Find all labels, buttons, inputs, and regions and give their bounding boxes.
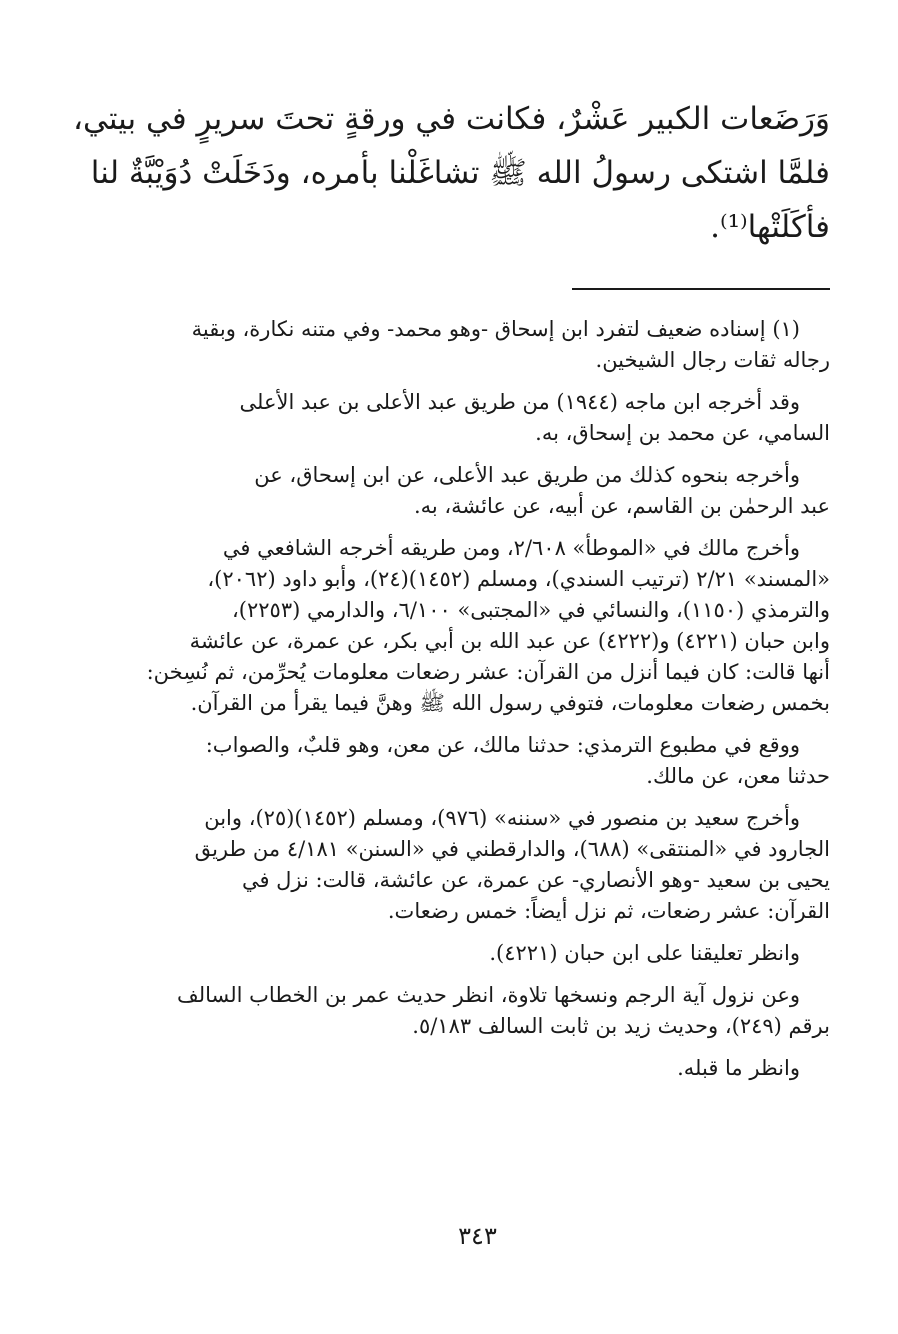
footnote-paragraph xyxy=(125,533,830,719)
book-page xyxy=(72,92,830,1292)
footnote-line: برقم (٢٤٩)، وحديث زيد بن ثابت السالف ٥/١٨٣. xyxy=(412,1014,830,1038)
main-text-line: وَرَضَعات الكبير عَشْرٌ، فكانت في ورقةٍ تحتَ سريرٍ في بيتي، xyxy=(72,101,830,137)
footnote-line: حدثنا معن، عن مالك. xyxy=(646,764,830,788)
footnote-line: والترمذي (١١٥٠)، والنسائي في «المجتبى» ٦/١٠٠، والدارمي (٢٢٥٣)، xyxy=(232,598,830,622)
footnote-paragraph xyxy=(125,1053,830,1084)
footnote-line: وأخرج سعيد بن منصور في «سننه» (٩٧٦)، ومسلم (١٤٥٢)(٢٥)، وابن xyxy=(204,806,800,830)
main-text-line: فلمَّا اشتكى رسولُ الله ﷺ تشاغَلْنا بأمره، ودَخَلَتْ دُوَيْبَّةٌ لنا xyxy=(90,155,830,191)
footnotes xyxy=(125,314,830,1095)
footnote-line: وانظر ما قبله. xyxy=(677,1056,800,1080)
footnote-line: وقد أخرجه ابن ماجه (١٩٤٤) من طريق عبد الأعلى بن عبد الأعلى xyxy=(239,390,800,414)
footnote-paragraph xyxy=(125,938,830,969)
footnote-line: رجاله ثقات رجال الشيخين. xyxy=(595,348,830,372)
footnote-paragraph xyxy=(125,980,830,1042)
footnote-line: السامي، عن محمد بن إسحاق، به. xyxy=(535,421,830,445)
footnote-line: القرآن: عشر رضعات، ثم نزل أيضاً: خمس رضعات. xyxy=(387,899,830,923)
footnote-line: وأخرجه بنحوه كذلك من طريق عبد الأعلى، عن ابن إسحاق، عن xyxy=(254,463,800,487)
footnote-line: بخمس رضعات معلومات، فتوفي رسول الله ﷺ وهنَّ فيما يقرأ من القرآن. xyxy=(190,691,830,715)
footnote-line: (١) إسناده ضعيف لتفرد ابن إسحاق -وهو محمد- وفي متنه نكارة، وبقية xyxy=(191,317,800,341)
footnote-paragraph xyxy=(125,730,830,792)
footnote-line: «المسند» ٢/٢١ (ترتيب السندي)، ومسلم (١٤٥٢)(٢٤)، وأبو داود (٢٠٦٢)، xyxy=(207,567,830,591)
footnote-line: عبد الرحمٰن بن القاسم، عن أبيه، عن عائشة، به. xyxy=(413,494,830,518)
footnote-paragraph xyxy=(125,460,830,522)
footnote-line: وابن حبان (٤٢٢١) و(٤٢٢٢) عن عبد الله بن أبي بكر، عن عمرة، عن عائشة xyxy=(189,629,830,653)
footnote-1 xyxy=(125,314,830,376)
footnote-line: وانظر تعليقنا على ابن حبان (٤٢٢١). xyxy=(489,941,800,965)
footnote-line: ووقع في مطبوع الترمذي: حدثنا مالك، عن معن، وهو قلبٌ، والصواب: xyxy=(205,733,800,757)
footnote-line: يحيى بن سعيد -وهو الأنصاري- عن عمرة، عن عائشة، قالت: نزل في xyxy=(241,868,830,892)
main-text xyxy=(72,92,830,254)
footnote-paragraph xyxy=(125,387,830,449)
footnote-line: الجارود في «المنتقى» (٦٨٨)، والدارقطني في «السنن» ٤/١٨١ من طريق xyxy=(194,837,830,861)
footnote-paragraph xyxy=(125,803,830,927)
footnote-line: أنها قالت: كان فيما أنزل من القرآن: عشر رضعات معلومات يُحرِّمن، ثم نُسِخن: xyxy=(146,660,830,684)
main-text-line: فأكَلَتْها⁽¹⁾. xyxy=(710,209,830,245)
page-number: ٣٤٣ xyxy=(458,1222,497,1250)
footnote-line: وأخرج مالك في «الموطأ» ٢/٦٠٨، ومن طريقه أخرجه الشافعي في xyxy=(222,536,800,560)
footnote-divider xyxy=(572,288,830,290)
footnote-line: وعن نزول آية الرجم ونسخها تلاوة، انظر حديث عمر بن الخطاب السالف xyxy=(176,983,800,1007)
